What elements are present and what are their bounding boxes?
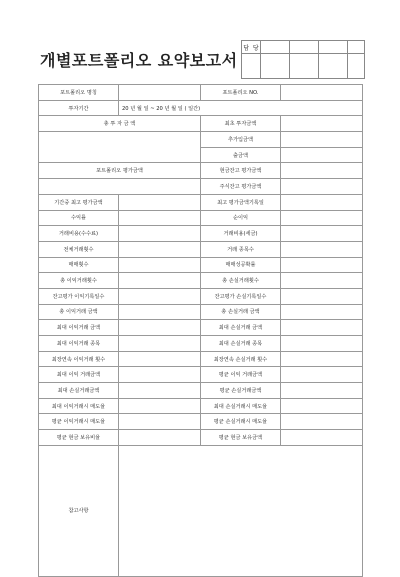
row-value-right[interactable] <box>281 210 363 226</box>
notes-label: 참고사항 <box>39 445 119 576</box>
table-row <box>39 445 363 576</box>
cash-eval-label: 현금잔고 평가금액 <box>201 163 281 179</box>
row-label-left: 기간중 최고 평가금액 <box>39 194 119 210</box>
table-row <box>39 304 363 320</box>
row-label-left: 잔고평가 이익기록일수 <box>39 288 119 304</box>
table-row <box>39 163 363 179</box>
row-value-left[interactable] <box>119 273 201 289</box>
table-row <box>39 288 363 304</box>
table-row <box>39 351 363 367</box>
row-label-right: 최장연속 손실거래 횟수 <box>201 351 281 367</box>
row-label-right: 잔고평가 손실기록일수 <box>201 288 281 304</box>
withdrawal-value[interactable] <box>281 147 363 163</box>
row-label-right: 최고 평가금액기록일 <box>201 194 281 210</box>
row-value-left[interactable] <box>119 210 201 226</box>
table-row <box>39 430 363 446</box>
table-row <box>39 383 363 399</box>
row-label-right: 평균 현금 보유금액 <box>201 430 281 446</box>
row-label-left: 매매횟수 <box>39 257 119 273</box>
cash-eval-value[interactable] <box>281 163 363 179</box>
approval-sign-cell[interactable] <box>261 54 290 79</box>
table-row <box>39 85 363 101</box>
row-label-left: 최장연속 이익거래 횟수 <box>39 351 119 367</box>
row-label-right: 순이익 <box>201 210 281 226</box>
row-label-right: 거래비용(세금) <box>201 226 281 242</box>
total-invest-value[interactable] <box>39 132 201 163</box>
table-row <box>39 398 363 414</box>
row-value-right[interactable] <box>281 336 363 352</box>
table-row <box>39 336 363 352</box>
table-row <box>39 257 363 273</box>
row-label-left: 수익률 <box>39 210 119 226</box>
portfolio-eval-label: 포트폴리오 평가금액 <box>39 163 201 179</box>
row-label-right: 최대 손실거래 종목 <box>201 336 281 352</box>
row-label-right: 매매성공확률 <box>201 257 281 273</box>
row-value-right[interactable] <box>281 414 363 430</box>
row-value-right[interactable] <box>281 288 363 304</box>
page-title: 개별포트폴리오 요약보고서 <box>40 51 238 70</box>
stock-eval-value[interactable] <box>281 179 363 195</box>
row-value-left[interactable] <box>119 430 201 446</box>
row-value-right[interactable] <box>281 241 363 257</box>
row-label-right: 총 손실거래횟수 <box>201 273 281 289</box>
row-value-left[interactable] <box>119 241 201 257</box>
portfolio-eval-value[interactable] <box>39 179 201 195</box>
notes-field[interactable] <box>119 445 363 576</box>
approval-header-cell <box>261 41 290 54</box>
row-label-left: 평균 이익거래시 매도율 <box>39 414 119 430</box>
row-value-left[interactable] <box>119 351 201 367</box>
approval-label: 담 당 <box>242 41 261 54</box>
approval-sign-cell[interactable] <box>290 54 319 79</box>
row-label-right: 평균 손실거래시 매도율 <box>201 414 281 430</box>
period-label: 투자기간 <box>39 100 119 116</box>
stock-eval-label: 주식잔고 평가금액 <box>201 179 281 195</box>
row-label-right: 평균 이익 거래금액 <box>201 367 281 383</box>
additional-invest-value[interactable] <box>281 132 363 148</box>
row-label-right: 총 손실거래 금액 <box>201 304 281 320</box>
row-value-right[interactable] <box>281 273 363 289</box>
initial-invest-value[interactable] <box>281 116 363 132</box>
approval-header-cell <box>290 41 319 54</box>
row-value-right[interactable] <box>281 194 363 210</box>
row-label-right: 평균 손실거래금액 <box>201 383 281 399</box>
table-row <box>39 194 363 210</box>
row-value-right[interactable] <box>281 320 363 336</box>
row-value-left[interactable] <box>119 398 201 414</box>
withdrawal-label: 출금액 <box>201 147 281 163</box>
row-value-right[interactable] <box>281 351 363 367</box>
row-value-left[interactable] <box>119 414 201 430</box>
row-label-left: 전체거래횟수 <box>39 241 119 257</box>
table-row <box>39 210 363 226</box>
table-row <box>39 273 363 289</box>
row-value-right[interactable] <box>281 226 363 242</box>
row-value-left[interactable] <box>119 194 201 210</box>
table-row <box>39 414 363 430</box>
approval-sign-cell[interactable] <box>348 54 365 79</box>
row-value-left[interactable] <box>119 320 201 336</box>
table-row <box>39 241 363 257</box>
row-value-right[interactable] <box>281 383 363 399</box>
table-row <box>39 116 363 132</box>
row-label-left: 최대 이익거래 금액 <box>39 320 119 336</box>
row-label-left: 거래비용(수수료) <box>39 226 119 242</box>
portfolio-name-value[interactable] <box>119 85 201 101</box>
portfolio-no-label: 포트폴리오 NO. <box>201 85 281 101</box>
row-value-left[interactable] <box>119 367 201 383</box>
approval-sign-cell[interactable] <box>242 54 261 79</box>
row-value-right[interactable] <box>281 367 363 383</box>
total-invest-label: 총 투 자 금 액 <box>39 116 201 132</box>
table-row <box>39 320 363 336</box>
approval-box <box>241 40 365 79</box>
table-row <box>39 132 363 148</box>
row-label-left: 평균 현금 보유비율 <box>39 430 119 446</box>
row-value-right[interactable] <box>281 257 363 273</box>
row-value-left[interactable] <box>119 257 201 273</box>
row-value-right[interactable] <box>281 398 363 414</box>
row-label-right: 거래 종목수 <box>201 241 281 257</box>
row-value-right[interactable] <box>281 430 363 446</box>
portfolio-no-value[interactable] <box>281 85 363 101</box>
row-label-left: 최대 이익 거래금액 <box>39 367 119 383</box>
additional-invest-label: 추가입금액 <box>201 132 281 148</box>
row-label-left: 최대 손실거래금액 <box>39 383 119 399</box>
row-value-left[interactable] <box>119 336 201 352</box>
row-label-left: 총 이익거래 금액 <box>39 304 119 320</box>
table-row <box>39 100 363 116</box>
report-table <box>38 84 363 577</box>
row-value-left[interactable] <box>119 226 201 242</box>
initial-invest-label: 최초 투자금액 <box>201 116 281 132</box>
approval-header-cell <box>319 41 348 54</box>
portfolio-name-label: 포트폴리오 명칭 <box>39 85 119 101</box>
row-label-left: 최대 이익거래 종목 <box>39 336 119 352</box>
table-row <box>39 367 363 383</box>
row-value-left[interactable] <box>119 304 201 320</box>
approval-sign-cell[interactable] <box>319 54 348 79</box>
approval-header-cell <box>348 41 365 54</box>
row-value-left[interactable] <box>119 383 201 399</box>
row-value-right[interactable] <box>281 304 363 320</box>
table-row <box>39 226 363 242</box>
table-row <box>39 179 363 195</box>
row-label-right: 최대 손실거래시 매도율 <box>201 398 281 414</box>
row-label-left: 최대 이익거래시 매도율 <box>39 398 119 414</box>
row-label-right: 최대 손실거래 금액 <box>201 320 281 336</box>
row-value-left[interactable] <box>119 288 201 304</box>
period-value[interactable]: 20 년 월 일 ~ 20 년 월 일 ( 일간) <box>119 100 363 116</box>
row-label-left: 총 이익거래횟수 <box>39 273 119 289</box>
